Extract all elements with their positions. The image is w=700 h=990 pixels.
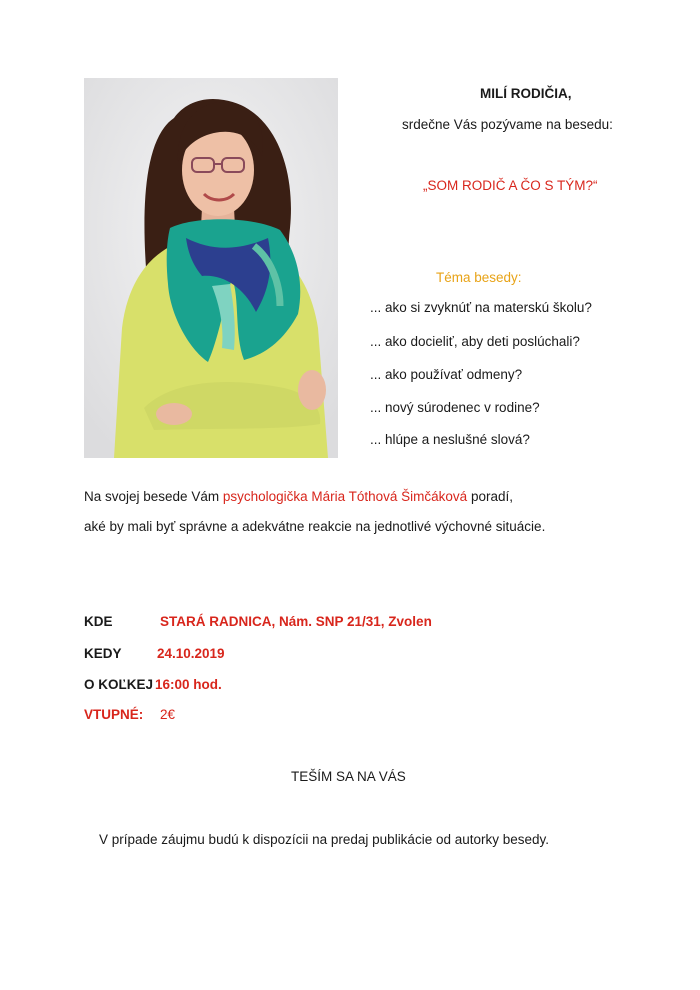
intro-text: poradí,	[467, 489, 513, 504]
closing-text: TEŠÍM SA NA VÁS	[291, 769, 406, 784]
topics-heading: Téma besedy:	[436, 270, 522, 285]
event-title: „SOM RODIČ A ČO S TÝM?“	[423, 178, 598, 193]
fee-value: 2€	[160, 707, 176, 722]
date-value: 24.10.2019	[157, 646, 225, 661]
speaker-portrait-image	[84, 78, 338, 458]
publication-note: V prípade záujmu budú k dispozícii na predaj publikácie od autorky besedy.	[99, 832, 550, 847]
topic-item: ... hlúpe a neslušné slová?	[370, 432, 530, 447]
topic-item: ... ako si zvyknúť na materskú školu?	[370, 300, 592, 315]
topic-item: ... nový súrodenec v rodine?	[370, 400, 540, 415]
intro-text: Na svojej besede Vám	[84, 489, 223, 504]
greeting: MILÍ RODIČIA,	[480, 86, 572, 101]
invitation-text: srdečne Vás pozývame na besedu:	[402, 117, 613, 132]
speaker-photo	[84, 78, 338, 458]
topic-item: ... ako používať odmeny?	[370, 367, 523, 382]
time-label: O KOĽKEJ	[84, 677, 154, 692]
date-label: KEDY	[84, 646, 122, 661]
time-value: 16:00 hod.	[155, 677, 222, 692]
speaker-name: psychologička Mária Tóthová Šimčáková	[222, 489, 468, 504]
location-label: KDE	[84, 614, 113, 629]
intro-line-2: aké by mali byť správne a adekvátne reakcie na jednotlivé výchovné situácie.	[84, 519, 546, 534]
location-value: STARÁ RADNICA, Nám. SNP 21/31, Zvolen	[160, 614, 432, 629]
topic-item: ... ako docieliť, aby deti poslúchali?	[370, 334, 580, 349]
fee-label: VTUPNÉ:	[84, 707, 144, 722]
intro-line-1	[84, 489, 513, 504]
